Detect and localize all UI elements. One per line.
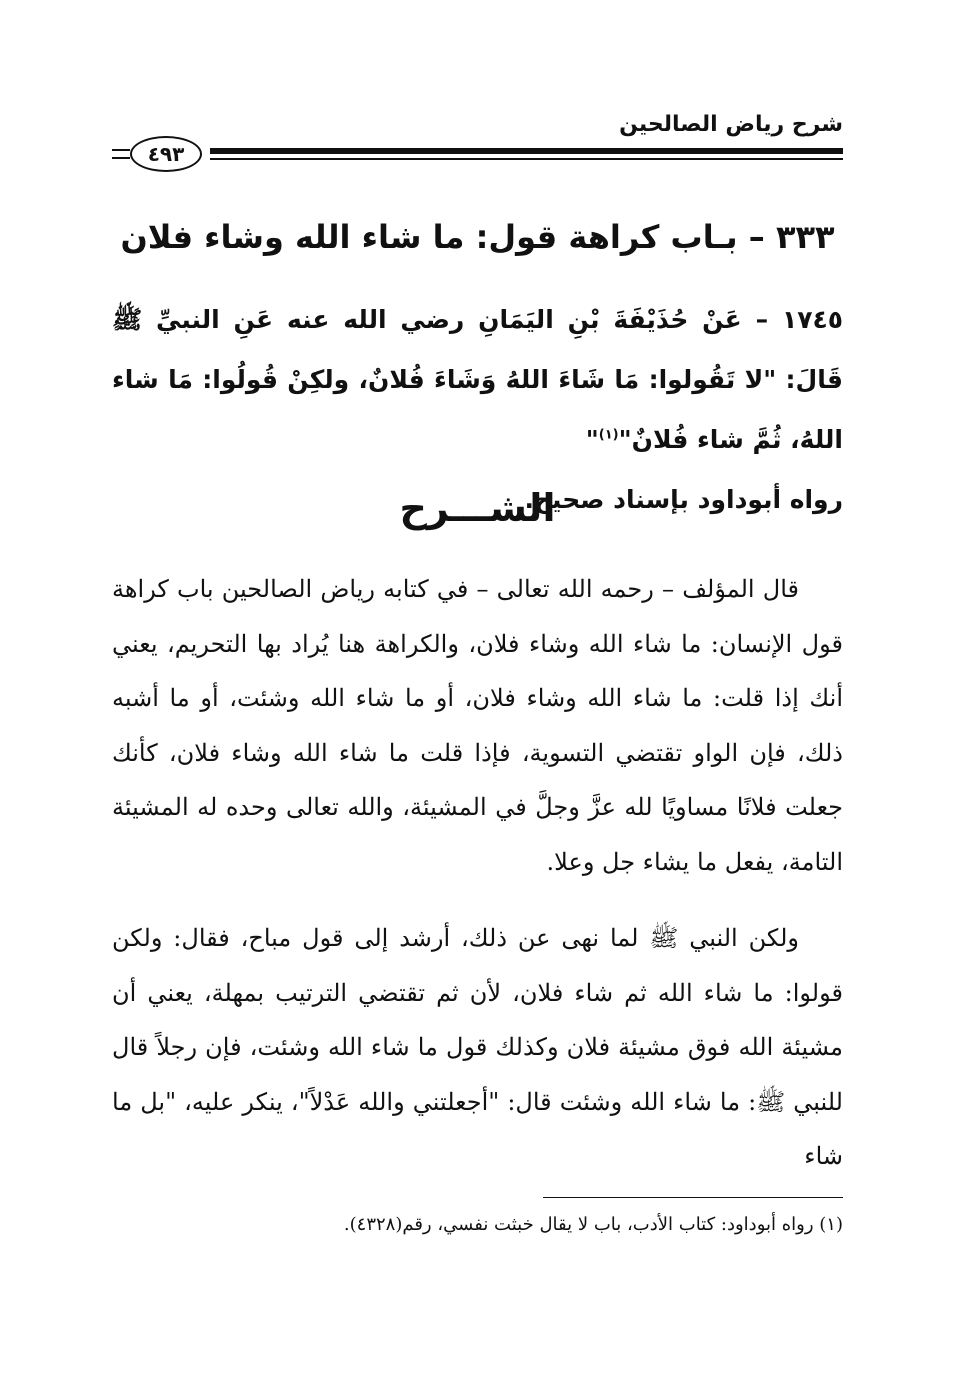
- commentary-paragraph: قال المؤلف – رحمه الله تعالى – في كتابه رياض الصالحين باب كراهة قول الإنسان: ما شاء الله وشاء فلان، والكراهة هنا يُراد بها التحريم، يعني أنك إذا قلت: ما شاء الله وشاء فلان، أو ما شاء الله وشئت، أو ما أشبه ذلك، فإن الواو تقتضي التسوية، فإذا قلت ما شاء الله وشاء فلان، كأنك جعلت فلانًا مساويًا لله عزَّ وجلَّ في المشيئة، والله تعالى وحده له المشيئة التامة، يفعل ما يشاء جل وعلا.: [112, 575, 843, 876]
- footnote-marker: (١): [598, 427, 619, 443]
- footnote-rule: [543, 1197, 843, 1198]
- header-rule-thin: [210, 158, 843, 160]
- commentary-body: [112, 562, 843, 1206]
- running-title: شرح رياض الصالحين: [619, 112, 843, 137]
- commentary-paragraph: ولكن النبي ﷺ لما نهى عن ذلك، أرشد إلى قول مباح، فقال: ولكن قولوا: ما شاء الله ثم شاء فلان، لأن ثم تقتضي الترتيب بمهلة، يعني أن مشيئة الله فوق مشيئة فلان وكذلك قول ما شاء الله وشئت، فإن رجلاً قال للنبي ﷺ: ما شاء الله وشئت قال: "أجعلتني والله عَدْلاً"، ينكر عليه، "بل ما شاء: [112, 924, 843, 1170]
- hadith-source: رواه أبوداود بإسناد صحيح.: [524, 485, 843, 514]
- chapter-title: ٣٣٣ – بـاب كراهة قول: ما شاء الله وشاء فلان: [120, 218, 835, 256]
- hadith-text: ١٧٤٥ – عَنْ حُذَيْفَةَ بْنِ اليَمَانِ رضي الله عنه عَنِ النبيِّ ﷺ قَالَ: "لا تَقُولوا: مَا شَاءَ اللهُ وَشَاءَ فُلانٌ، ولكِنْ قُولُوا: مَا شاء اللهُ، ثُمَّ شاء فُلانٌ": [112, 305, 843, 454]
- page-number-ornament: [112, 149, 130, 159]
- footnote: (١) رواه أبوداود: كتاب الأدب، باب لا يقال خبثت نفسي، رقم(٤٣٢٨).: [343, 1214, 843, 1235]
- page-number: ٤٩٣: [130, 136, 202, 172]
- hadith-paragraph: ١٧٤٥ – عَنْ حُذَيْفَةَ بْنِ اليَمَانِ رضي الله عنه عَنِ النبيِّ ﷺ قَالَ: "لا تَقُولوا: مَا شَاءَ اللهُ وَشَاءَ فُلانٌ، ولكِنْ قُولُوا: مَا شاء اللهُ، ثُمَّ شاء فُلانٌ"$^{(١)}$": [112, 305, 843, 454]
- header-rule-thick: [210, 148, 843, 154]
- commentary-heading: الشـــرح: [399, 486, 556, 530]
